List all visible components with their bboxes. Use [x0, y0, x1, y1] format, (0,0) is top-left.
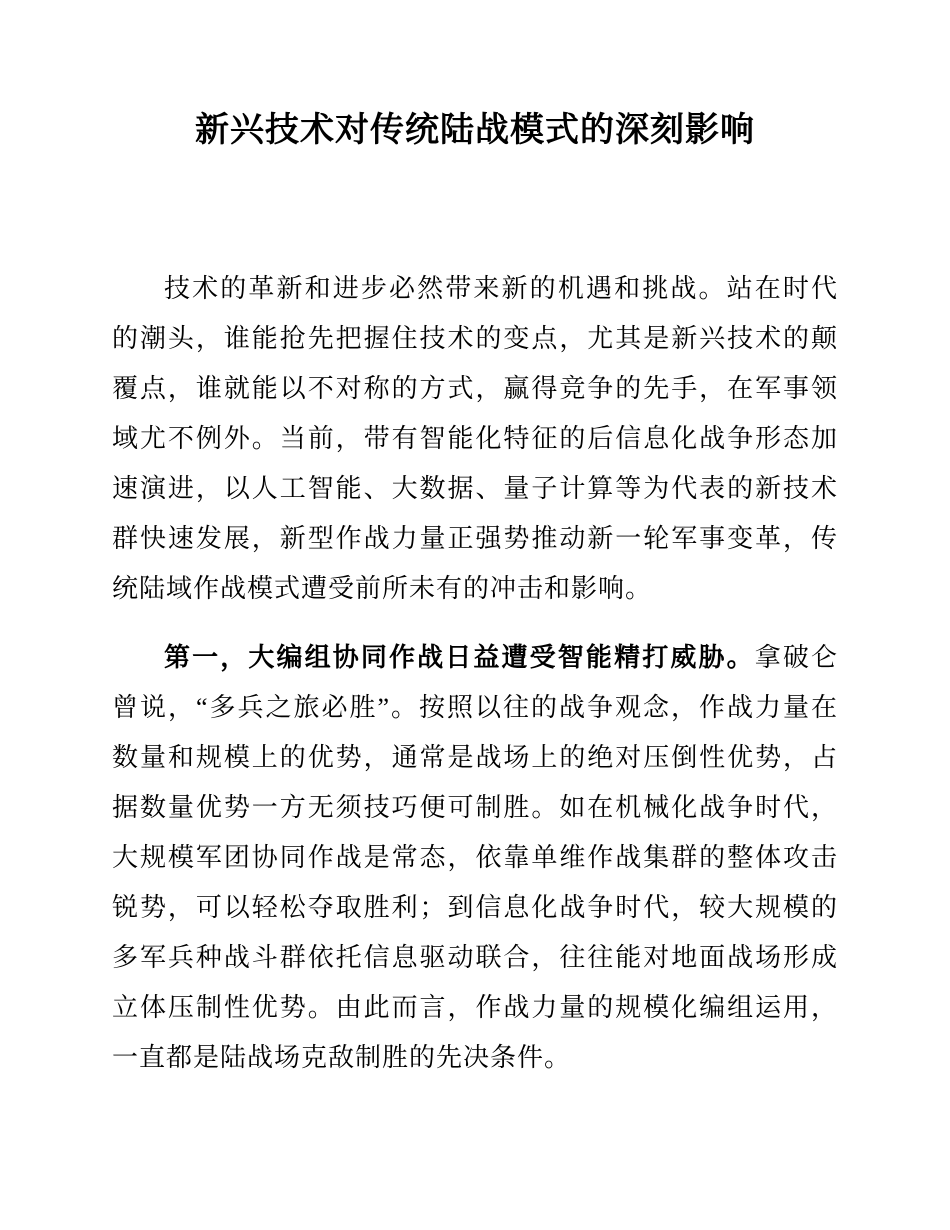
- page-title: 新兴技术对传统陆战模式的深刻影响: [195, 112, 755, 149]
- paragraph-text: 拿破仑曾说，“多兵之旅必胜”。按照以往的战争观念，作战力量在数量和规模上的优势，通常是战场上的绝对压倒性优势，占据数量优势一方无须技巧便可制胜。如在机械化战争时代，大规模军团协同作战是常态，依靠单维作战集群的整体攻击锐势，可以轻松夺取胜利；到信息化战争时代，较大规模的多军兵种战斗群依托信息驱动联合，往往能对地面战场形成立体压制性优势。由此而言，作战力量的规模化编组运用，一直都是陆战场克敌制胜的先决条件。: [112, 643, 838, 1072]
- paragraph-text: 技术的革新和进步必然带来新的机遇和挑战。站在时代的潮头，谁能抢先把握住技术的变点，尤其是新兴技术的颠覆点，谁就能以不对称的方式，赢得竞争的先手，在军事领域尤不例外。当前，带有智能化特征的后信息化战争形态加速演进，以人工智能、大数据、量子计算等为代表的新技术群快速发展，新型作战力量正强势推动新一轮军事变革，传统陆域作战模式遭受前所未有的冲击和影响。: [112, 274, 838, 603]
- paragraph-lead: 第一，大编组协同作战日益遭受智能精打威胁。: [164, 642, 755, 672]
- paragraph: [112, 264, 838, 614]
- paragraph: [112, 632, 838, 1083]
